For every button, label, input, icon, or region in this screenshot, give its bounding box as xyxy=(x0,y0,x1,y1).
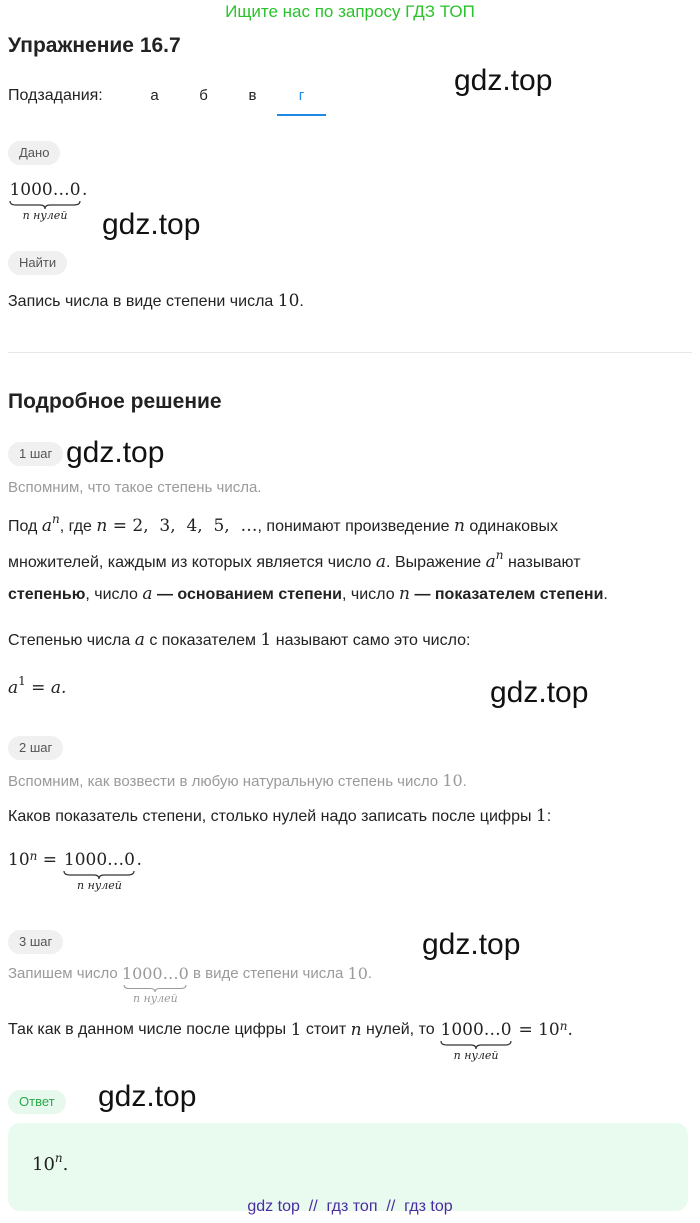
underbrace-number: 1000…0 n нулей xyxy=(63,850,135,892)
step3-badge: 3 шаг xyxy=(8,930,63,954)
watermark: gdz.top xyxy=(102,208,201,241)
watermark: gdz.top xyxy=(490,676,589,709)
divider xyxy=(8,352,692,353)
tab-v[interactable]: в xyxy=(248,87,257,104)
watermark: gdz.top xyxy=(454,64,553,97)
watermark: gdz.top xyxy=(98,1080,197,1113)
find-badge: Найти xyxy=(8,251,67,275)
underbrace-number xyxy=(8,180,82,222)
watermark: gdz.top xyxy=(66,436,165,469)
step2-text: Каков показатель степени, столько нулей надо записать после цифры 1: xyxy=(8,806,552,826)
tab-b[interactable]: б xyxy=(199,87,208,104)
step2-hint: Вспомним, как возвести в любую натуральную степень число 10. xyxy=(8,771,467,790)
step1-formula: $a^1 = a$. xyxy=(8,674,67,698)
tab-g[interactable]: г xyxy=(277,78,326,116)
brace-caption: n нулей xyxy=(22,209,68,222)
given-number: 1000…0 xyxy=(9,180,81,200)
step1-paragraph-4: Степенью числа a с показателем 1 называют само это число: xyxy=(8,630,471,650)
given-badge: Дано xyxy=(8,141,60,165)
step3-hint: Запишем число 1000…0 n нулей в виде степени числа 10. xyxy=(8,964,373,1005)
solution-title: Подробное решение xyxy=(8,390,222,413)
underbrace-number: 1000…0 n нулей xyxy=(121,964,189,1005)
page-title: Упражнение 16.7 xyxy=(8,34,181,57)
tab-a[interactable]: а xyxy=(150,87,159,104)
step2-badge: 2 шаг xyxy=(8,736,63,760)
step2-formula: $10^n$ = 1000…0 n нулей . xyxy=(8,849,142,892)
underbrace-number: 1000…0 n нулей xyxy=(440,1020,512,1062)
step1-hint: Вспомним, что такое степень числа. xyxy=(8,479,262,496)
step1-paragraph-3: степенью, число a — основанием степени, число n — показателем степени. xyxy=(8,584,608,604)
answer-badge: Ответ xyxy=(8,1090,66,1114)
answer-formula: 10$^n$. xyxy=(32,1151,69,1175)
watermark: gdz.top xyxy=(422,928,521,961)
subtasks-label: Подзадания: xyxy=(8,87,103,104)
step1-badge: 1 шаг xyxy=(8,442,63,466)
footer-links: gdz top // гдз топ // гдз top xyxy=(247,1198,453,1215)
find-text: Запись числа в виде степени числа 10. xyxy=(8,291,304,311)
step1-paragraph-2: множителей, каждым из которых является число a. Выражение $a^n$ называют xyxy=(8,548,581,572)
step1-paragraph-1: Под $a^n$, где n = 2, 3, 4, 5, …, понимают произведение n одинаковых xyxy=(8,512,559,536)
given-expression: 1000…0 n нулей . xyxy=(9,180,88,222)
subtasks-tabs xyxy=(130,78,326,116)
search-banner: Ищите нас по запросу ГДЗ ТОП xyxy=(225,2,475,21)
step3-text: Так как в данном числе после цифры 1 стоит n нулей, то 1000…0 n нулей = $10^n$. xyxy=(8,1019,573,1062)
